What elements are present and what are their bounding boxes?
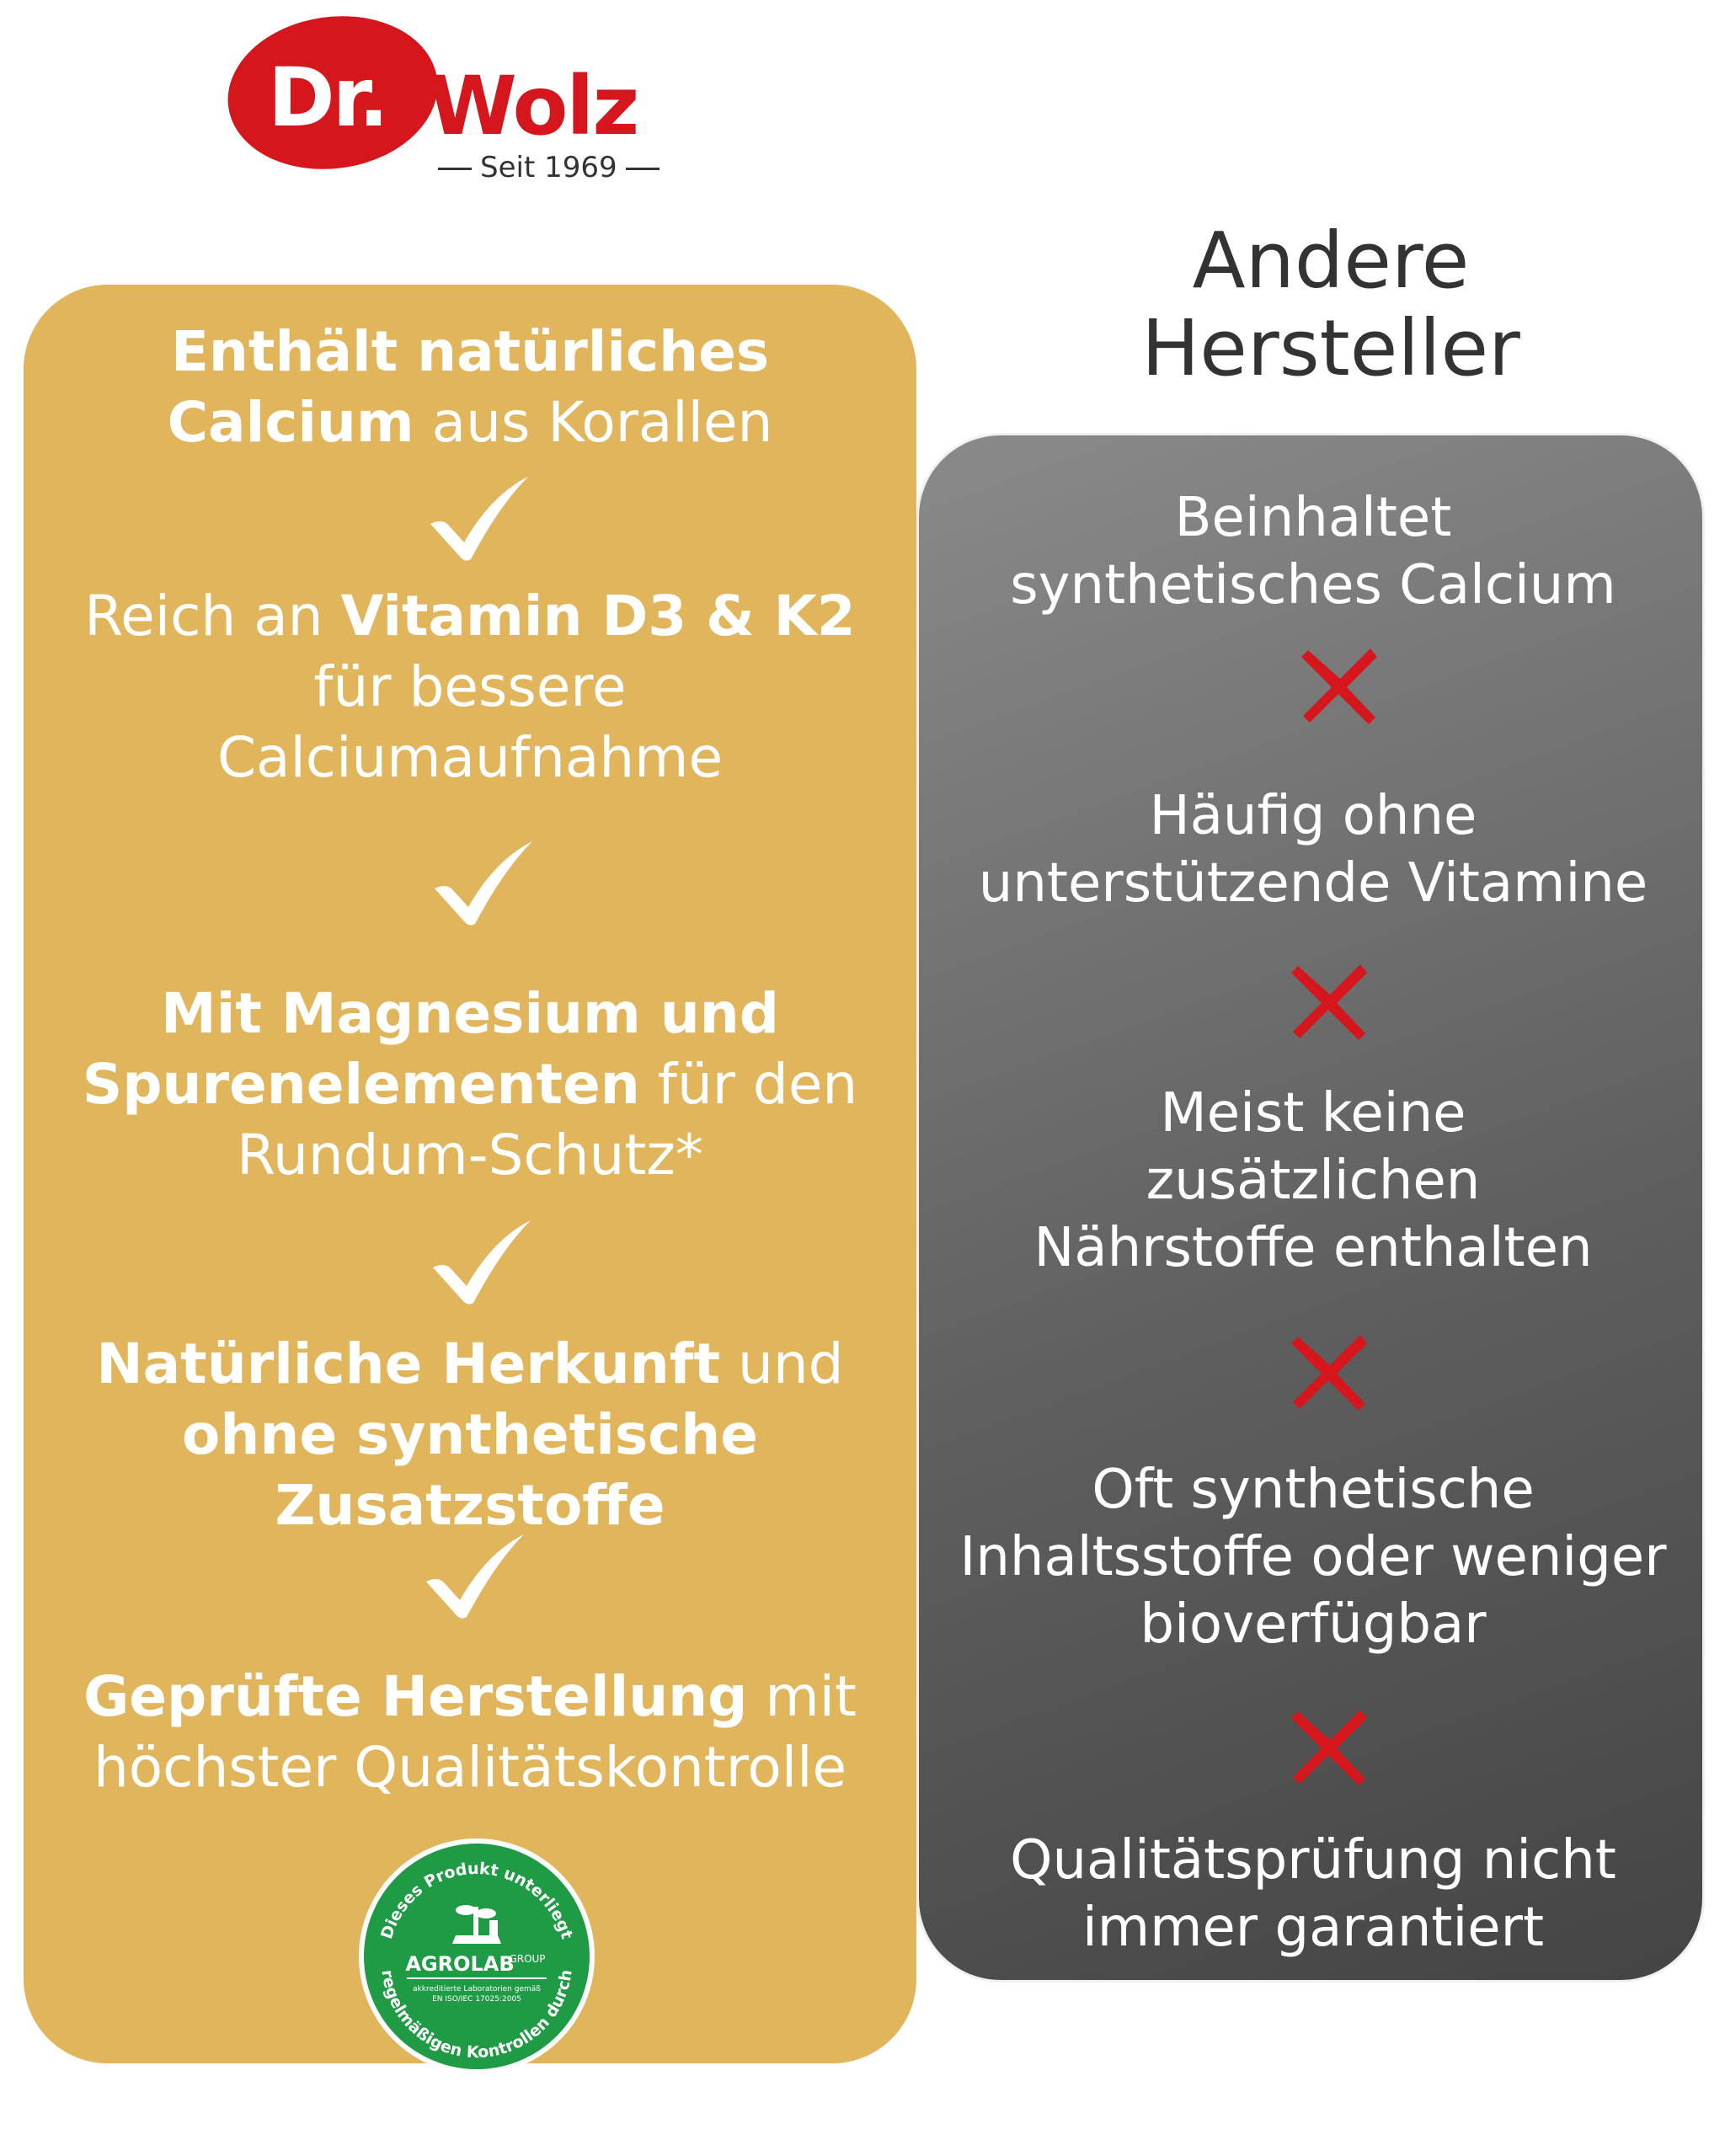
benefit-item-calcium: Enthält natürliches Calcium aus Korallen bbox=[167, 319, 773, 455]
seal-small-line-1: akkreditierte Laboratorien gemäß bbox=[413, 1985, 541, 1993]
heading-line-2: Hersteller bbox=[1141, 303, 1520, 393]
benefit-item-quality-control: Geprüfte Herstellung mit höchster Qualitätskontrolle bbox=[83, 1664, 857, 1800]
dr-wolz-benefits-panel bbox=[24, 285, 916, 2063]
checkmark-icon bbox=[424, 472, 533, 564]
other-manufacturers-panel bbox=[916, 433, 1705, 1983]
drawback-item-no-vitamins: Häufig ohne unterstützende Vitamine bbox=[978, 785, 1648, 915]
logo-since-text: Seit 1969 bbox=[430, 153, 668, 182]
seal-small-line-2: EN ISO/IEC 17025:2005 bbox=[432, 1995, 521, 2004]
drawback-item-quality-not-guaranteed: Qualitätsprüfung nicht immer garantiert bbox=[1010, 1829, 1616, 1959]
seal-top-text: Dieses Produkt unterliegt bbox=[377, 1859, 576, 1942]
other-manufacturers-heading bbox=[994, 217, 1668, 392]
cross-icon bbox=[1288, 958, 1372, 1042]
dr-wolz-logo bbox=[227, 17, 665, 184]
cross-icon bbox=[1288, 1703, 1372, 1787]
seal-brand-suffix: GROUP bbox=[509, 1953, 546, 1965]
drawback-item-no-nutrients: Meist keine zusätzlichen Nährstoffe enthalten bbox=[1033, 1082, 1593, 1279]
checkmark-icon bbox=[428, 836, 537, 929]
checkmark-icon bbox=[426, 1215, 536, 1308]
drawback-item-synthetic-calcium: Beinhaltet synthetisches Calcium bbox=[1010, 487, 1616, 616]
logo-dr-text: Dr. bbox=[268, 51, 387, 145]
checkmark-icon bbox=[419, 1529, 529, 1622]
seal-brand-text: AGROLAB bbox=[405, 1952, 515, 1976]
logo-wolz-text: Wolz bbox=[428, 59, 638, 153]
cross-icon bbox=[1288, 1328, 1372, 1412]
agrolab-seal-icon bbox=[356, 1836, 597, 2077]
cross-icon bbox=[1298, 642, 1382, 726]
heading-line-1: Andere bbox=[1192, 216, 1470, 306]
benefit-item-vitamins: Reich an Vitamin D3 & K2 für bessere Calciumaufnahme bbox=[84, 584, 856, 790]
benefit-item-natural-origin: Natürliche Herkunft und ohne synthetische Zusatzstoffe bbox=[96, 1331, 844, 1538]
seal-bottom-text: regelmäßigen Kontrollen durch bbox=[377, 1968, 576, 2063]
benefit-item-magnesium: Mit Magnesium und Spurenelementen für den Rundum-Schutz* bbox=[82, 981, 858, 1187]
drawback-item-synthetic-ingredients: Oft synthetische Inhaltsstoffe oder weniger bioverfügbar bbox=[959, 1459, 1667, 1656]
